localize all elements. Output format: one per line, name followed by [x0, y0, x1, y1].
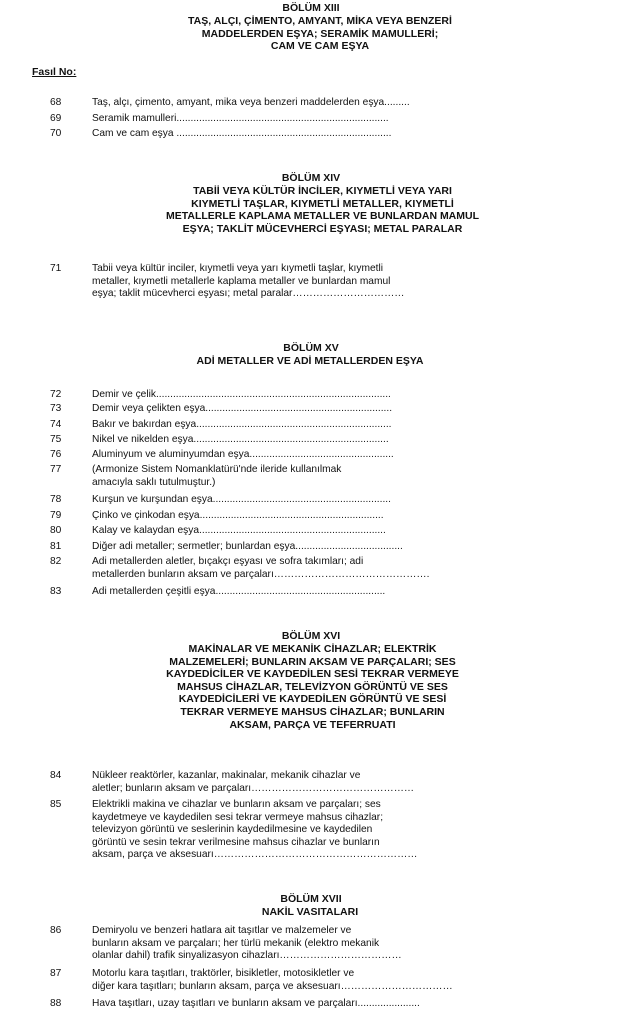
chapter-description-line: Nükleer reaktörler, kazanlar, makinalar, mekanik cihazlar ve — [92, 770, 361, 781]
chapter-entry — [0, 389, 622, 402]
chapter-number: 81 — [50, 541, 62, 552]
chapter-number: 86 — [50, 925, 62, 936]
chapter-number: 72 — [50, 389, 62, 400]
section-heading-line: TAŞ, ALÇI, ÇİMENTO, AMYANT, MİKA VEYA BENZERİ — [188, 15, 452, 27]
chapter-number: 85 — [50, 799, 62, 810]
section-title: BÖLÜM XIII — [282, 2, 340, 14]
section-title: BÖLÜM XIV — [281, 172, 341, 184]
chapter-description-line: Tabii veya kültür inciler, kıymetli veya yarı kıymetli taşlar, kıymetli — [92, 263, 383, 274]
section-title: BÖLÜM XVI — [281, 630, 341, 642]
chapter-description-line: metaller, kıymetli metallerle kaplama metaller ve bunlardan mamul — [92, 275, 391, 287]
section-heading-line: MAKİNALAR VE MEKANİK CİHAZLAR; ELEKTRİK — [188, 643, 437, 655]
chapter-description-line: diğer kara taşıtları; bunların aksam, parça ve aksesuarı…………………………… — [92, 980, 453, 992]
section-heading — [140, 355, 480, 368]
chapter-entry — [0, 556, 622, 581]
chapter-description-line: Demir ve çelik................................................................................... — [92, 389, 391, 400]
chapter-entry — [0, 434, 622, 447]
chapter-number: 76 — [50, 449, 62, 460]
chapter-number: 73 — [50, 403, 62, 414]
chapter-description-line: Motorlu kara taşıtları, traktörler, bisikletler, motosikletler ve — [92, 968, 355, 979]
section-heading-line: MALZEMELERİ; BUNLARIN AKSAM VE PARÇALARI; SES — [169, 655, 456, 668]
section-heading-line: CAM VE CAM EŞYA — [270, 40, 370, 53]
chapter-description-line: aletler; bunların aksam ve parçaları………………………………………… — [92, 782, 415, 794]
chapter-number: 84 — [50, 770, 62, 781]
chapter-description-line: Nikel ve nikelden eşya..................................................................... — [92, 434, 389, 445]
section-heading-line: EŞYA; TAKLİT MÜCEVHERCİ EŞYASI; METAL PARALAR — [182, 222, 463, 235]
chapter-description-line: (Armonize Sistem Nomanklatürü'nde ileride kullanılmak — [92, 464, 342, 475]
fasil-no-label: Fasıl No: — [32, 66, 77, 78]
chapter-entry — [0, 464, 622, 489]
chapter-number: 74 — [50, 419, 62, 430]
chapter-entry — [0, 586, 622, 599]
chapter-description-line: eşya; taklit mücevherci eşyası; metal paralar…………………………… — [92, 288, 405, 300]
chapter-description-line: kaydetmeye ve kaydedilen sesi tekrar vermeye mahsus cihazlar; — [92, 811, 384, 823]
chapter-description-line: Seramik mamulleri........................................................................... — [92, 113, 389, 124]
chapter-description-line: Diğer adi metaller; sermetler; bunlardan eşya...................................... — [92, 541, 403, 552]
chapter-description-line: Cam ve cam eşya ............................................................................ — [92, 128, 392, 139]
chapter-description-line: Demiryolu ve benzeri hatlara ait taşıtlar ve malzemeler ve — [92, 925, 352, 936]
chapter-description-line: aksam, parça ve aksesuarı…………………………………………………… — [92, 849, 418, 861]
chapter-description-line: metallerden bunların aksam ve parçaları………………………………………. — [92, 568, 430, 580]
chapter-entry — [0, 403, 622, 416]
section-heading-line: MAHSUS CİHAZLAR, TELEVİZYON GÖRÜNTÜ VE SES — [177, 680, 448, 693]
chapter-description-line: Taş, alçı, çimento, amyant, mika veya benzeri maddelerden eşya......... — [92, 97, 410, 108]
chapter-entry — [0, 449, 622, 462]
chapter-number: 71 — [50, 263, 62, 274]
chapter-entry — [0, 510, 622, 523]
section-heading-line: METALLERLE KAPLAMA METALLER VE BUNLARDAN MAMUL — [165, 210, 480, 223]
chapter-entry — [0, 925, 622, 963]
chapter-entry — [0, 541, 622, 554]
chapter-number: 77 — [50, 464, 62, 475]
chapter-entry — [0, 998, 622, 1011]
chapter-number: 75 — [50, 434, 62, 445]
chapter-description-line: Kurşun ve kurşundan eşya............................................................... — [92, 494, 391, 505]
chapter-entry — [0, 799, 622, 862]
section-heading — [165, 15, 475, 53]
section-title: BÖLÜM XV — [283, 342, 339, 354]
chapter-description-line: Çinko ve çinkodan eşya................................................................. — [92, 510, 384, 521]
section-title: BÖLÜM XVII — [280, 893, 342, 905]
chapter-entry — [0, 770, 622, 795]
chapter-entry — [0, 97, 622, 110]
chapter-description-line: Aluminyum ve aluminyumdan eşya................................................... — [92, 449, 394, 460]
chapter-entry — [0, 113, 622, 126]
chapter-number: 88 — [50, 998, 62, 1009]
chapter-description-line: Demir veya çelikten eşya.................................................................. — [92, 403, 393, 414]
section-heading — [220, 906, 400, 919]
section-heading-line: AKSAM, PARÇA VE TEFERRUATI — [229, 718, 396, 731]
chapter-number: 82 — [50, 556, 62, 567]
chapter-number: 78 — [50, 494, 62, 505]
section-heading-line: MADDELERDEN EŞYA; SERAMİK MAMULLERİ; — [201, 27, 439, 40]
chapter-description-line: bunların aksam ve parçaları; her türlü mekanik (elektro mekanik — [92, 937, 380, 949]
section-heading-line: TABİİ VEYA KÜLTÜR İNCİLER, KIYMETLİ VEYA YARI — [193, 185, 452, 197]
section-heading-line: KAYDEDİCİLER VE KAYDEDİLEN SESİ TEKRAR VERMEYE — [166, 668, 459, 681]
chapter-description-line: Elektrikli makina ve cihazlar ve bunların aksam ve parçaları; ses — [92, 799, 381, 810]
chapter-description-line: Adi metallerden aletler, bıçakçı eşyası ve sofra takımları; adi — [92, 556, 364, 567]
chapter-description-line: amacıyla saklı tutulmuştur.) — [92, 476, 216, 488]
chapter-entry — [0, 128, 622, 141]
chapter-description-line: görüntü ve sesin tekrar verilmesine mahsus cihazlar ve bunların — [92, 836, 380, 848]
chapter-description-line: televizyon görüntü ve seslerinin kaydedilmesine ve kaydedilen — [92, 824, 373, 836]
chapter-entry — [0, 968, 622, 993]
chapter-description-line: Bakır ve bakırdan eşya..................................................................... — [92, 419, 392, 430]
section-heading-line: KIYMETLİ TAŞLAR, KIYMETLİ METALLER, KIYMETLİ — [191, 197, 454, 210]
chapter-number: 79 — [50, 510, 62, 521]
chapter-number: 70 — [50, 128, 62, 139]
section-heading-line: TEKRAR VERMEYE MAHSUS CİHAZLAR; BUNLARIN — [180, 705, 445, 718]
section-heading-line: ADİ METALLER VE ADİ METALLERDEN EŞYA — [196, 355, 424, 367]
chapter-entry — [0, 494, 622, 507]
chapter-number: 68 — [50, 97, 62, 108]
chapter-description-line: Hava taşıtları, uzay taşıtları ve bunların aksam ve parçaları...................... — [92, 998, 420, 1009]
chapter-description-line: Adi metallerden çeşitli eşya............................................................ — [92, 586, 386, 597]
section-heading — [130, 185, 515, 235]
chapter-description-line: Kalay ve kalaydan eşya.................................................................. — [92, 525, 386, 536]
chapter-number: 83 — [50, 586, 62, 597]
section-heading — [130, 643, 495, 731]
chapter-number: 87 — [50, 968, 62, 979]
chapter-number: 80 — [50, 525, 62, 536]
chapter-number: 69 — [50, 113, 62, 124]
chapter-entry — [0, 525, 622, 538]
section-heading-line: NAKİL VASITALARI — [261, 906, 359, 918]
chapter-entry — [0, 263, 622, 301]
chapter-description-line: olanlar dahil) trafik sinyalizasyon cihazları……………………………… — [92, 950, 402, 962]
chapter-entry — [0, 419, 622, 432]
section-heading-line: KAYDEDİCİLERİ VE KAYDEDİLEN GÖRÜNTÜ VE SESİ — [178, 693, 447, 706]
